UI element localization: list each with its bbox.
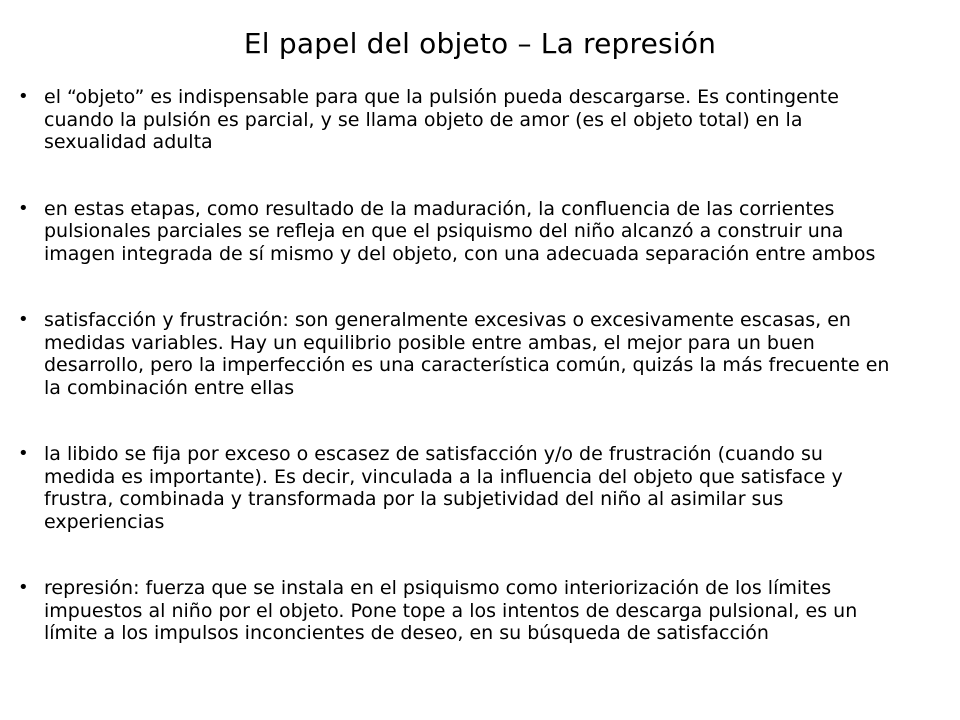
slide-title: El papel del objeto – La represión [243, 27, 717, 60]
bullet-dot-icon: • [18, 309, 29, 330]
bullet-dot-icon: • [18, 197, 29, 219]
bullet-text: el “objeto” es indispensable para que la pulsión pueda descargarse. Es contingente cuando la pulsión es parcial, y se llama objeto de amor (es el objeto total) en la sexualidad adulta [44, 86, 839, 153]
bullet-dot-icon: • [18, 443, 29, 464]
bullet-text: represión: fuerza que se instala en el psiquismo como interiorización de los límites impuestos al niño por el objeto. Pone tope a los intentos de descarga pulsional, es un límite a los impulsos inconcientes de deseo, en su búsqueda de satisfacción [44, 577, 858, 644]
bullet-dot-icon: • [18, 86, 29, 107]
bullet-dot-icon: • [18, 577, 29, 598]
bullet-text: satisfacción y frustración: son generalmente excesivas o excesivamente escasas, en medidas variables. Hay un equilibrio posible entre ambas, el mejor para un buen desarrollo, pero la imperfección es una característica común, quizás la más frecuente en la combinación entre ellas [44, 309, 890, 399]
bullet-item [18, 309, 898, 399]
bullet-text: en estas etapas, como resultado de la maduración, la confluencia de las corrientes pulsionales parciales se refleja en que el psiquismo del niño alcanzó a construir una imagen integrada de sí mismo y del objeto, con una adecuada separación entre ambos [44, 197, 876, 265]
bullet-list [18, 86, 898, 689]
bullet-item [18, 86, 898, 154]
bullet-item [18, 443, 898, 533]
bullet-text: la libido se fija por exceso o escasez de satisfacción y/o de frustración (cuando su medida es importante). Es decir, vinculada a la influencia del objeto que satisface y frustra, combinada y transformada por la subjetividad del niño al asimilar sus experiencias [44, 443, 843, 533]
bullet-item [18, 198, 898, 266]
bullet-item [18, 577, 898, 645]
